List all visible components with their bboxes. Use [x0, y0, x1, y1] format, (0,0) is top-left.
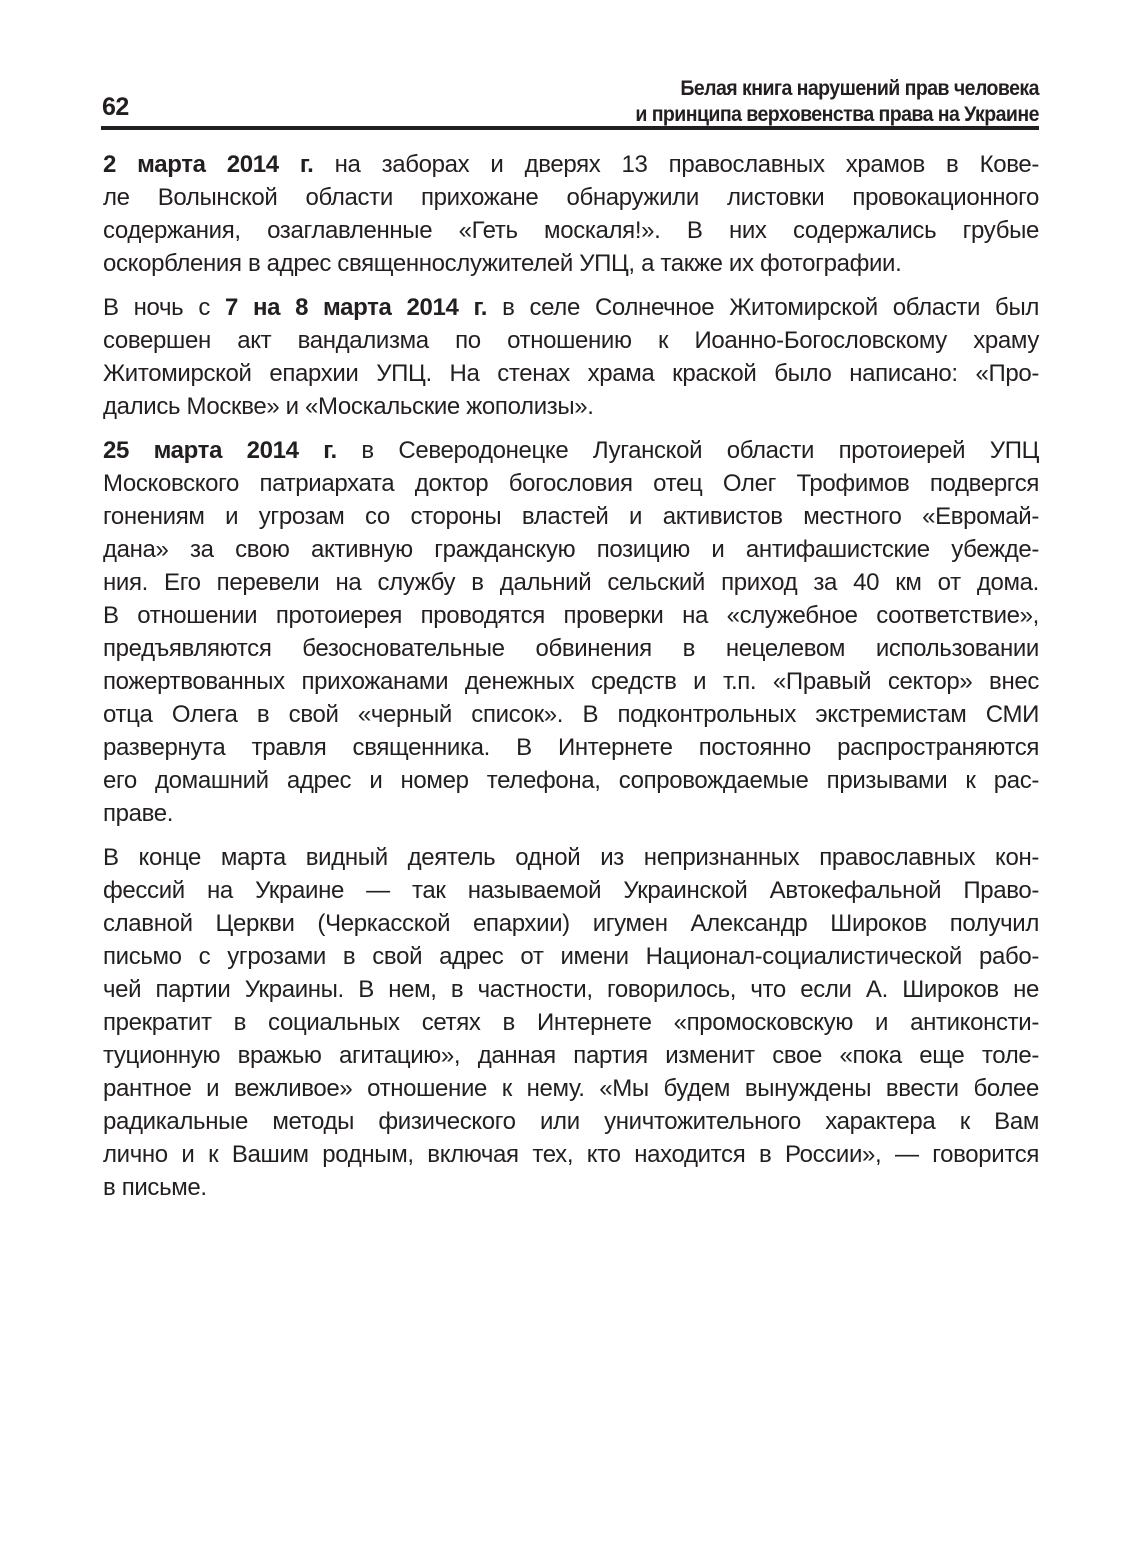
date-lead: 25 марта 2014 г. — [103, 437, 337, 464]
text-line: ния. Его перевели на службу в дальний сельский приход за 40 км от дома. — [103, 569, 1039, 596]
text-line: славной Церкви (Черкасской епархии) игумен Александр Широков получил — [103, 910, 1039, 937]
text-line: отца Олега в свой «черный список». В подконтрольных экстремистам СМИ — [103, 701, 1039, 728]
paragraph-4 — [103, 841, 1039, 1204]
text-line: 25 марта 2014 г. в Северодонецке Луганской области протоиерей УПЦ — [103, 437, 1039, 464]
text-line: предъявляются безосновательные обвинения в нецелевом использовании — [103, 635, 1039, 662]
text-line: чей партии Украины. В нем, в частности, говорилось, что если А. Широков не — [103, 976, 1039, 1003]
page-number: 62 — [102, 93, 129, 121]
text-line: пожертвованных прихожанами денежных средств и т.п. «Правый сектор» внес — [103, 668, 1039, 695]
text-line: Московского патриархата доктор богословия отец Олег Трофимов подвергся — [103, 470, 1039, 497]
text-line: Житомирской епархии УПЦ. На стенах храма краской было написано: «Про- — [103, 360, 1039, 387]
date-lead: 2 марта 2014 г. — [103, 151, 314, 178]
text-line: в письме. — [103, 1174, 207, 1201]
text-line: фессий на Украине — так называемой Украинской Автокефальной Право- — [103, 877, 1039, 904]
text-line: письмо с угрозами в свой адрес от имени Национал-социалистической рабо- — [103, 943, 1039, 970]
text-line: В конце марта видный деятель одной из непризнанных православных кон- — [103, 844, 1039, 871]
paragraph-3 — [103, 434, 1039, 830]
header-divider — [101, 126, 1039, 130]
running-title-line-2: и принципа верховенства права на Украине — [635, 103, 1039, 126]
text-line: лично и к Вашим родным, включая тех, кто находится в России», — говорится — [103, 1141, 1039, 1168]
paragraph-1 — [103, 148, 1039, 280]
text-line: оскорбления в адрес священнослужителей УПЦ, а также их фотографии. — [103, 250, 902, 277]
text-line: праве. — [103, 800, 174, 827]
text-line: дались Москве» и «Москальские жополизы». — [103, 393, 594, 420]
text-line: радикальные методы физического или уничтожительного характера к Вам — [103, 1108, 1039, 1135]
text-line: рантное и вежливое» отношение к нему. «Мы будем вынуждены ввести более — [103, 1075, 1039, 1102]
text-line: его домашний адрес и номер телефона, сопровождаемые призывами к рас- — [103, 767, 1039, 794]
body-text — [103, 148, 1039, 1215]
text-line: совершен акт вандализма по отношению к Иоанно-Богословскому храму — [103, 327, 1039, 354]
running-title — [635, 76, 1039, 128]
text-line: прекратит в социальных сетях в Интернете «промосковскую и антиконсти- — [103, 1009, 1039, 1036]
text-line: дана» за свою активную гражданскую позицию и антифашистские убежде- — [103, 536, 1039, 563]
text-line: 2 марта 2014 г. на заборах и дверях 13 православных храмов в Кове- — [103, 151, 1039, 178]
text-line: В отношении протоиерея проводятся проверки на «служебное соответствие», — [103, 602, 1039, 629]
paragraph-2 — [103, 291, 1039, 423]
running-title-line-1: Белая книга нарушений прав человека — [680, 77, 1039, 100]
text-line: В ночь с 7 на 8 марта 2014 г. в селе Солнечное Житомирской области был — [103, 294, 1040, 321]
text-line: туционную вражью агитацию», данная партия изменит свое «пока еще толе- — [103, 1042, 1039, 1069]
text-line: развернута травля священника. В Интернете постоянно распространяются — [103, 734, 1039, 761]
date-lead: 7 на 8 марта 2014 г. — [224, 294, 488, 321]
text-line: ле Волынской области прихожане обнаружили листовки провокационного — [103, 184, 1039, 211]
text-line: гонениям и угрозам со стороны властей и активистов местного «Евромай- — [103, 503, 1039, 530]
text-line: содержания, озаглавленные «Геть москаля!». В них содержались грубые — [103, 217, 1039, 244]
